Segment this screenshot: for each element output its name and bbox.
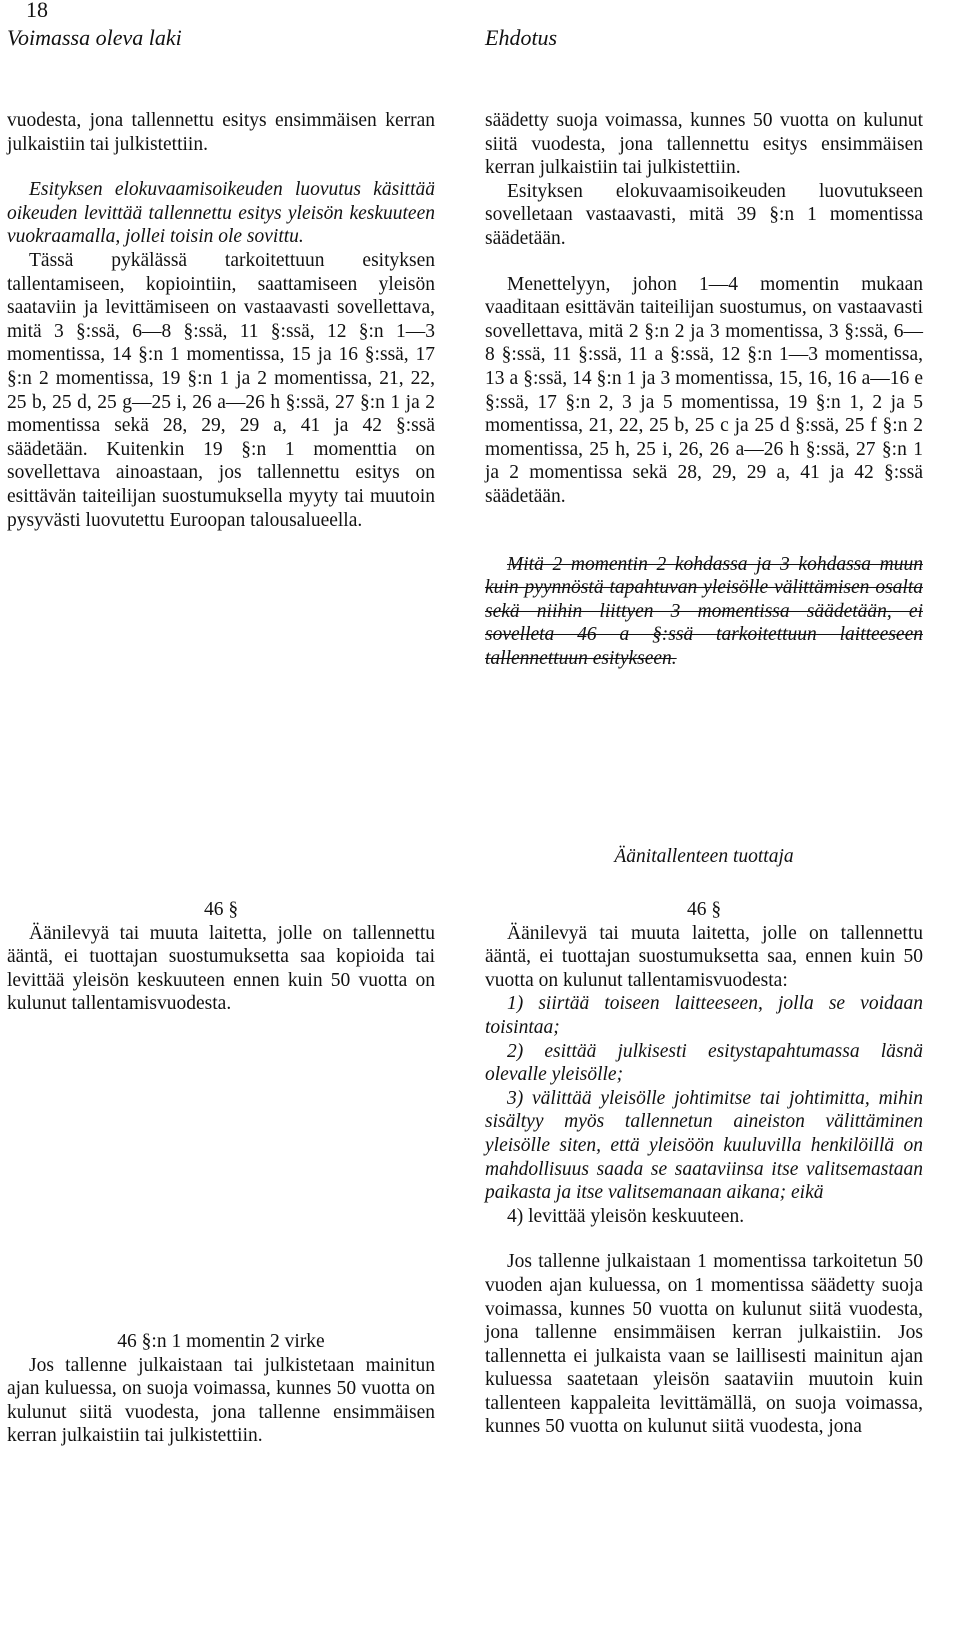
paragraph: Jos tallenne julkaistaan tai julkistetaan mainitun ajan kuluessa, on suoja voimassa, kunnes 50 vuotta on kulunut siitä vuodesta, jona tallenne ensimmäisen kerran julkaistiin tai julkistettiin.: [7, 1354, 435, 1447]
list-item: 4) levittää yleisön keskuuteen.: [507, 1205, 745, 1227]
current-law-top: [7, 109, 435, 532]
current-law-section-46-sentence: [7, 1330, 435, 1448]
paragraph: Menettelyyn, johon 1—4 momentin mukaan vaaditaan esittävän taiteilijan suostumus, on vastaavasti sovellettava, mitä 2 §:n 2 ja 3 momentissa, 3 §:ssä, 6—8 §:ssä, 11 §:ssä, 11 a §:ssä, 12 §:n 1—3 momentissa, 13 a §:ssä, 14 §:n 1 ja 3 momentissa, 15, 16, 16 a—16 e §:ssä, 17 §:n 2, 3 ja 5 momentissa, 19 §:n 1, 2 ja 5 momentissa, 21, 22, 25 b, 25 c ja 25 d §:ssä, 25 f §:n 2 momentissa, 25 h, 25 i, 26, 26 a—26 h §:ssä, 27 §:n 1 ja 2 momentissa sekä 28, 29, 29 a, 41 ja 42 §:ssä säädetään.: [485, 273, 923, 507]
paragraph: säädetty suoja voimassa, kunnes 50 vuotta on kulunut siitä vuodesta, jona tallennettu esitys ensimmäisen kerran julkaistiin tai julkistettiin.: [485, 110, 923, 179]
list-item: 1) siirtää toiseen laitteeseen, jolla se voidaan toisintaa;: [485, 993, 923, 1038]
paragraph: Äänilevyä tai muuta laitetta, jolle on tallennettu ääntä, ei tuottajan suostumuksetta saa, ennen kuin 50 vuotta on kulunut tallentamisvuodesta:: [485, 922, 923, 991]
paragraph: vuodesta, jona tallennettu esitys ensimmäisen kerran julkaistiin tai julkistettiin.: [7, 110, 435, 155]
section-heading: Äänitallenteen tuottaja: [614, 846, 794, 867]
proposal-section-46: [485, 898, 923, 1439]
paragraph: Esityksen elokuvaamisoikeuden luovutukseen sovelletaan vastaavasti, mitä 39 §:n 1 momentissa säädetään.: [485, 180, 923, 249]
paragraph: Jos tallenne julkaistaan 1 momentissa tarkoitetun 50 vuoden ajan kuluessa, on 1 momentissa säädetty suoja voimassa, kunnes 50 vuotta on kulunut siitä vuodesta, jona tallenne ensimmäisen kerran julkaistiin. Jos tallennetta ei julkaista vaan se laillisesti mainitun ajan kuluessa saatetaan yleisön saataviin muutoin kuin tallenteen kappaleita levittämällä, on suoja voimassa, kunnes 50 vuotta on kulunut siitä vuodesta, jona: [485, 1251, 923, 1438]
column-title-proposal: Ehdotus: [485, 25, 558, 50]
paragraph: [7, 178, 435, 249]
list-item: 3) välittää yleisölle johtimitse tai johtimitta, mihin sisältyy myös tallennetun aineiston välittäminen yleisölle siten, että yleisöön kuuluvilla henkilöillä on mahdollisuus saada se saataviinsa itse valitsemastaan paikasta ja itse valitsemanaan aikana; eikä: [485, 1087, 923, 1204]
subsection-heading: 46 §:n 1 momentin 2 virke: [117, 1331, 325, 1352]
section-number: 46 §: [686, 899, 722, 920]
text: Esityksen elokuvaamisoikeuden luovutus käsittää oikeuden levittää tallennettu esitys yleisön keskuuteen vuokraamalla, jollei toisin ole sovittu.: [7, 179, 435, 248]
current-law-section-46: [7, 898, 435, 1016]
struck-paragraph: [485, 553, 923, 671]
proposal-top: [485, 109, 923, 670]
paragraph: Tässä pykälässä tarkoitettuun esityksen tallentamiseen, kopiointiin, saattamiseen yleisön saataviin ja levittämiseen on vastaavasti sovellettava, mitä 3 §:ssä, 6—8 §:ssä, 11 §:ssä, 12 §:n 1—3 momentissa, 14 §:n 1 momentissa, 15 ja 16 §:ssä, 17 §:n 2 momentissa, 19 §:n 1 ja 2 momentissa, 21, 22, 25 b, 25 d, 25 g—25 i, 26 a—26 h §:ssä, 27 §:n 1 ja 2 momentissa sekä 28, 29, 29 a, 41 ja 42 §:ssä säädetään. Kuitenkin 19 §:n 1 momenttia on sovellettava ainoastaan, jos tallennettu esitys on esittävän taiteilijan suostumuksella myyty tai muutoin pysyvästi luovutettu Euroopan talousalueella.: [7, 249, 435, 531]
paragraph: Äänilevyä tai muuta laitetta, jolle on tallennettu ääntä, ei tuottajan suostumuksetta saa kopioida tai levittää yleisön keskuuteen ennen kuin 50 vuotta on kulunut tallentamisvuodesta.: [7, 922, 435, 1015]
list-item: 2) esittää julkisesti esitystapahtumassa läsnä olevalle yleisölle;: [485, 1040, 923, 1086]
page-number: 18: [26, 0, 48, 22]
section-number: 46 §: [203, 899, 239, 920]
column-title-current-law: Voimassa oleva laki: [7, 25, 182, 50]
struck-text: Mitä 2 momentin 2 kohdassa ja 3 kohdassa muun kuin pyynnöstä tapahtuvan yleisölle välittämisen osalta sekä niihin liittyen 3 momentissa säädetään, ei sovelleta 46 a §:ssä tarkoitettuun laitteeseen tallennettuun esitykseen.: [485, 553, 923, 669]
